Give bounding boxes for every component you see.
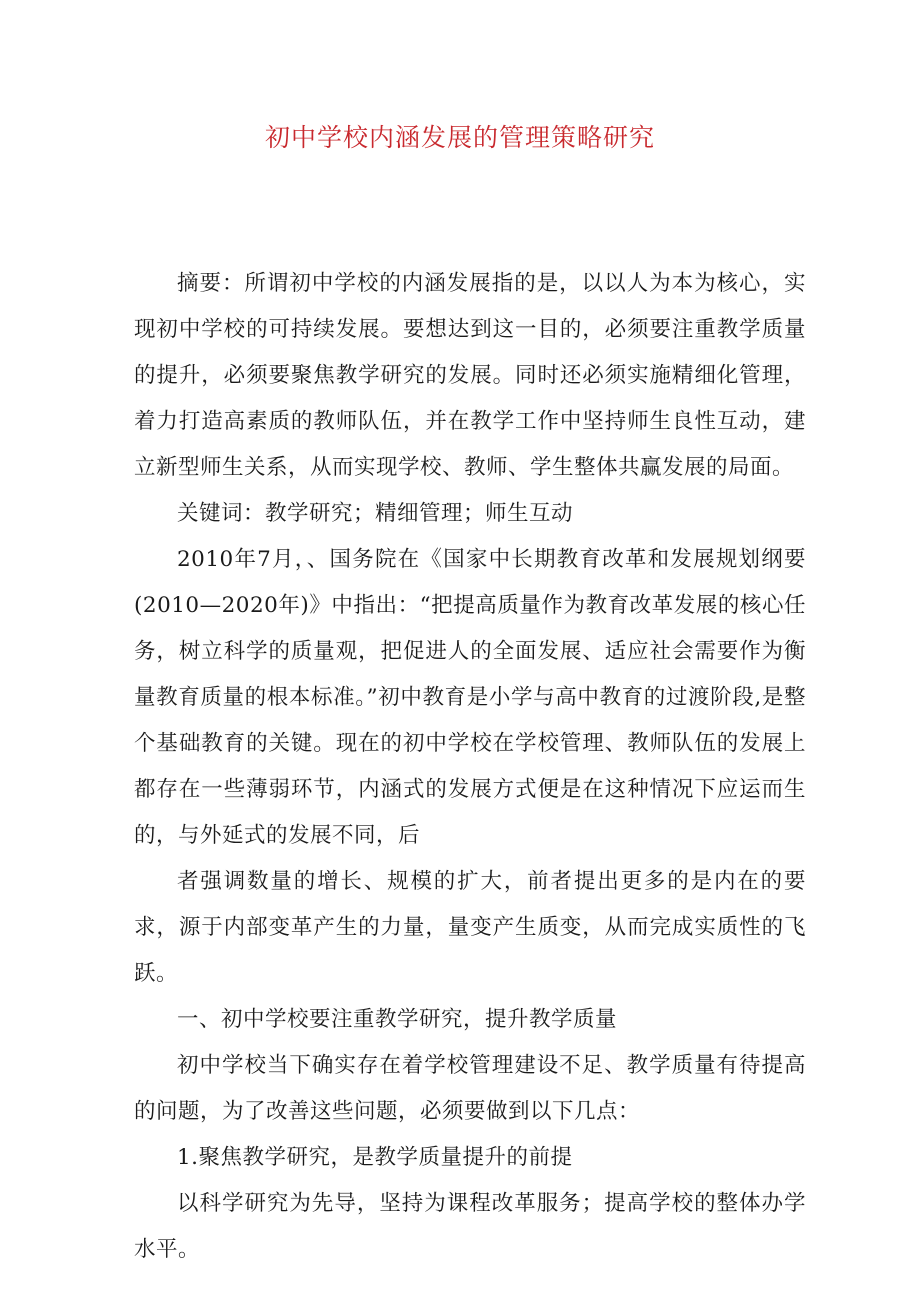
abstract-paragraph: 摘要：所谓初中学校的内涵发展指的是，以以人为本为核心，实现初中学校的可持续发展。要想达到这一目的，必须要注重教学质量的提升，必须要聚焦教学研究的发展。同时还必须实施精细化管理，着力打造高素质的教师队伍，并在教学工作中坚持师生良性互动，建立新型师生关系，从而实现学校、教师、学生整体共赢发展的局面。 <box>134 271 806 480</box>
intro-paragraph: 2010年7月，、国务院在《国家中长期教育改革和发展规划纲要(2010—2020年)》中指出：“把提高质量作为教育改革发展的核心任务，树立科学的质量观，把促进人的全面发展、适应社会需要作为衡量教育质量的根本标准。”初中教育是小学与高中教育的过渡阶段,是整个基础教育的关键。现在的初中学校在学校管理、教师队伍的发展上都存在一些薄弱环节，内涵式的发展方式便是在这种情况下应运而生的，与外延式的发展不同，后 <box>134 547 806 848</box>
subsection-heading-1-1: 1.聚焦教学研究，是教学质量提升的前提 <box>177 1145 573 1170</box>
section-1-paragraph: 初中学校当下确实存在着学校管理建设不足、教学质量有待提高的问题，为了改善这些问题，必须要做到以下几点： <box>134 1053 806 1124</box>
intro-continued-paragraph: 者强调数量的增长、规模的扩大，前者提出更多的是内在的要求，源于内部变革产生的力量，量变产生质变，从而完成实质性的飞跃。 <box>134 869 806 986</box>
subsection-1-1-paragraph: 以科学研究为先导，坚持为课程改革服务；提高学校的整体办学水平。 <box>134 1191 806 1262</box>
keywords-paragraph: 关键词：教学研究；精细管理；师生互动 <box>177 501 574 526</box>
document-body <box>134 261 806 1273</box>
section-heading-1: 一、初中学校要注重教学研究，提升教学质量 <box>177 1007 618 1032</box>
document-title: 初中学校内涵发展的管理策略研究 <box>264 123 655 152</box>
